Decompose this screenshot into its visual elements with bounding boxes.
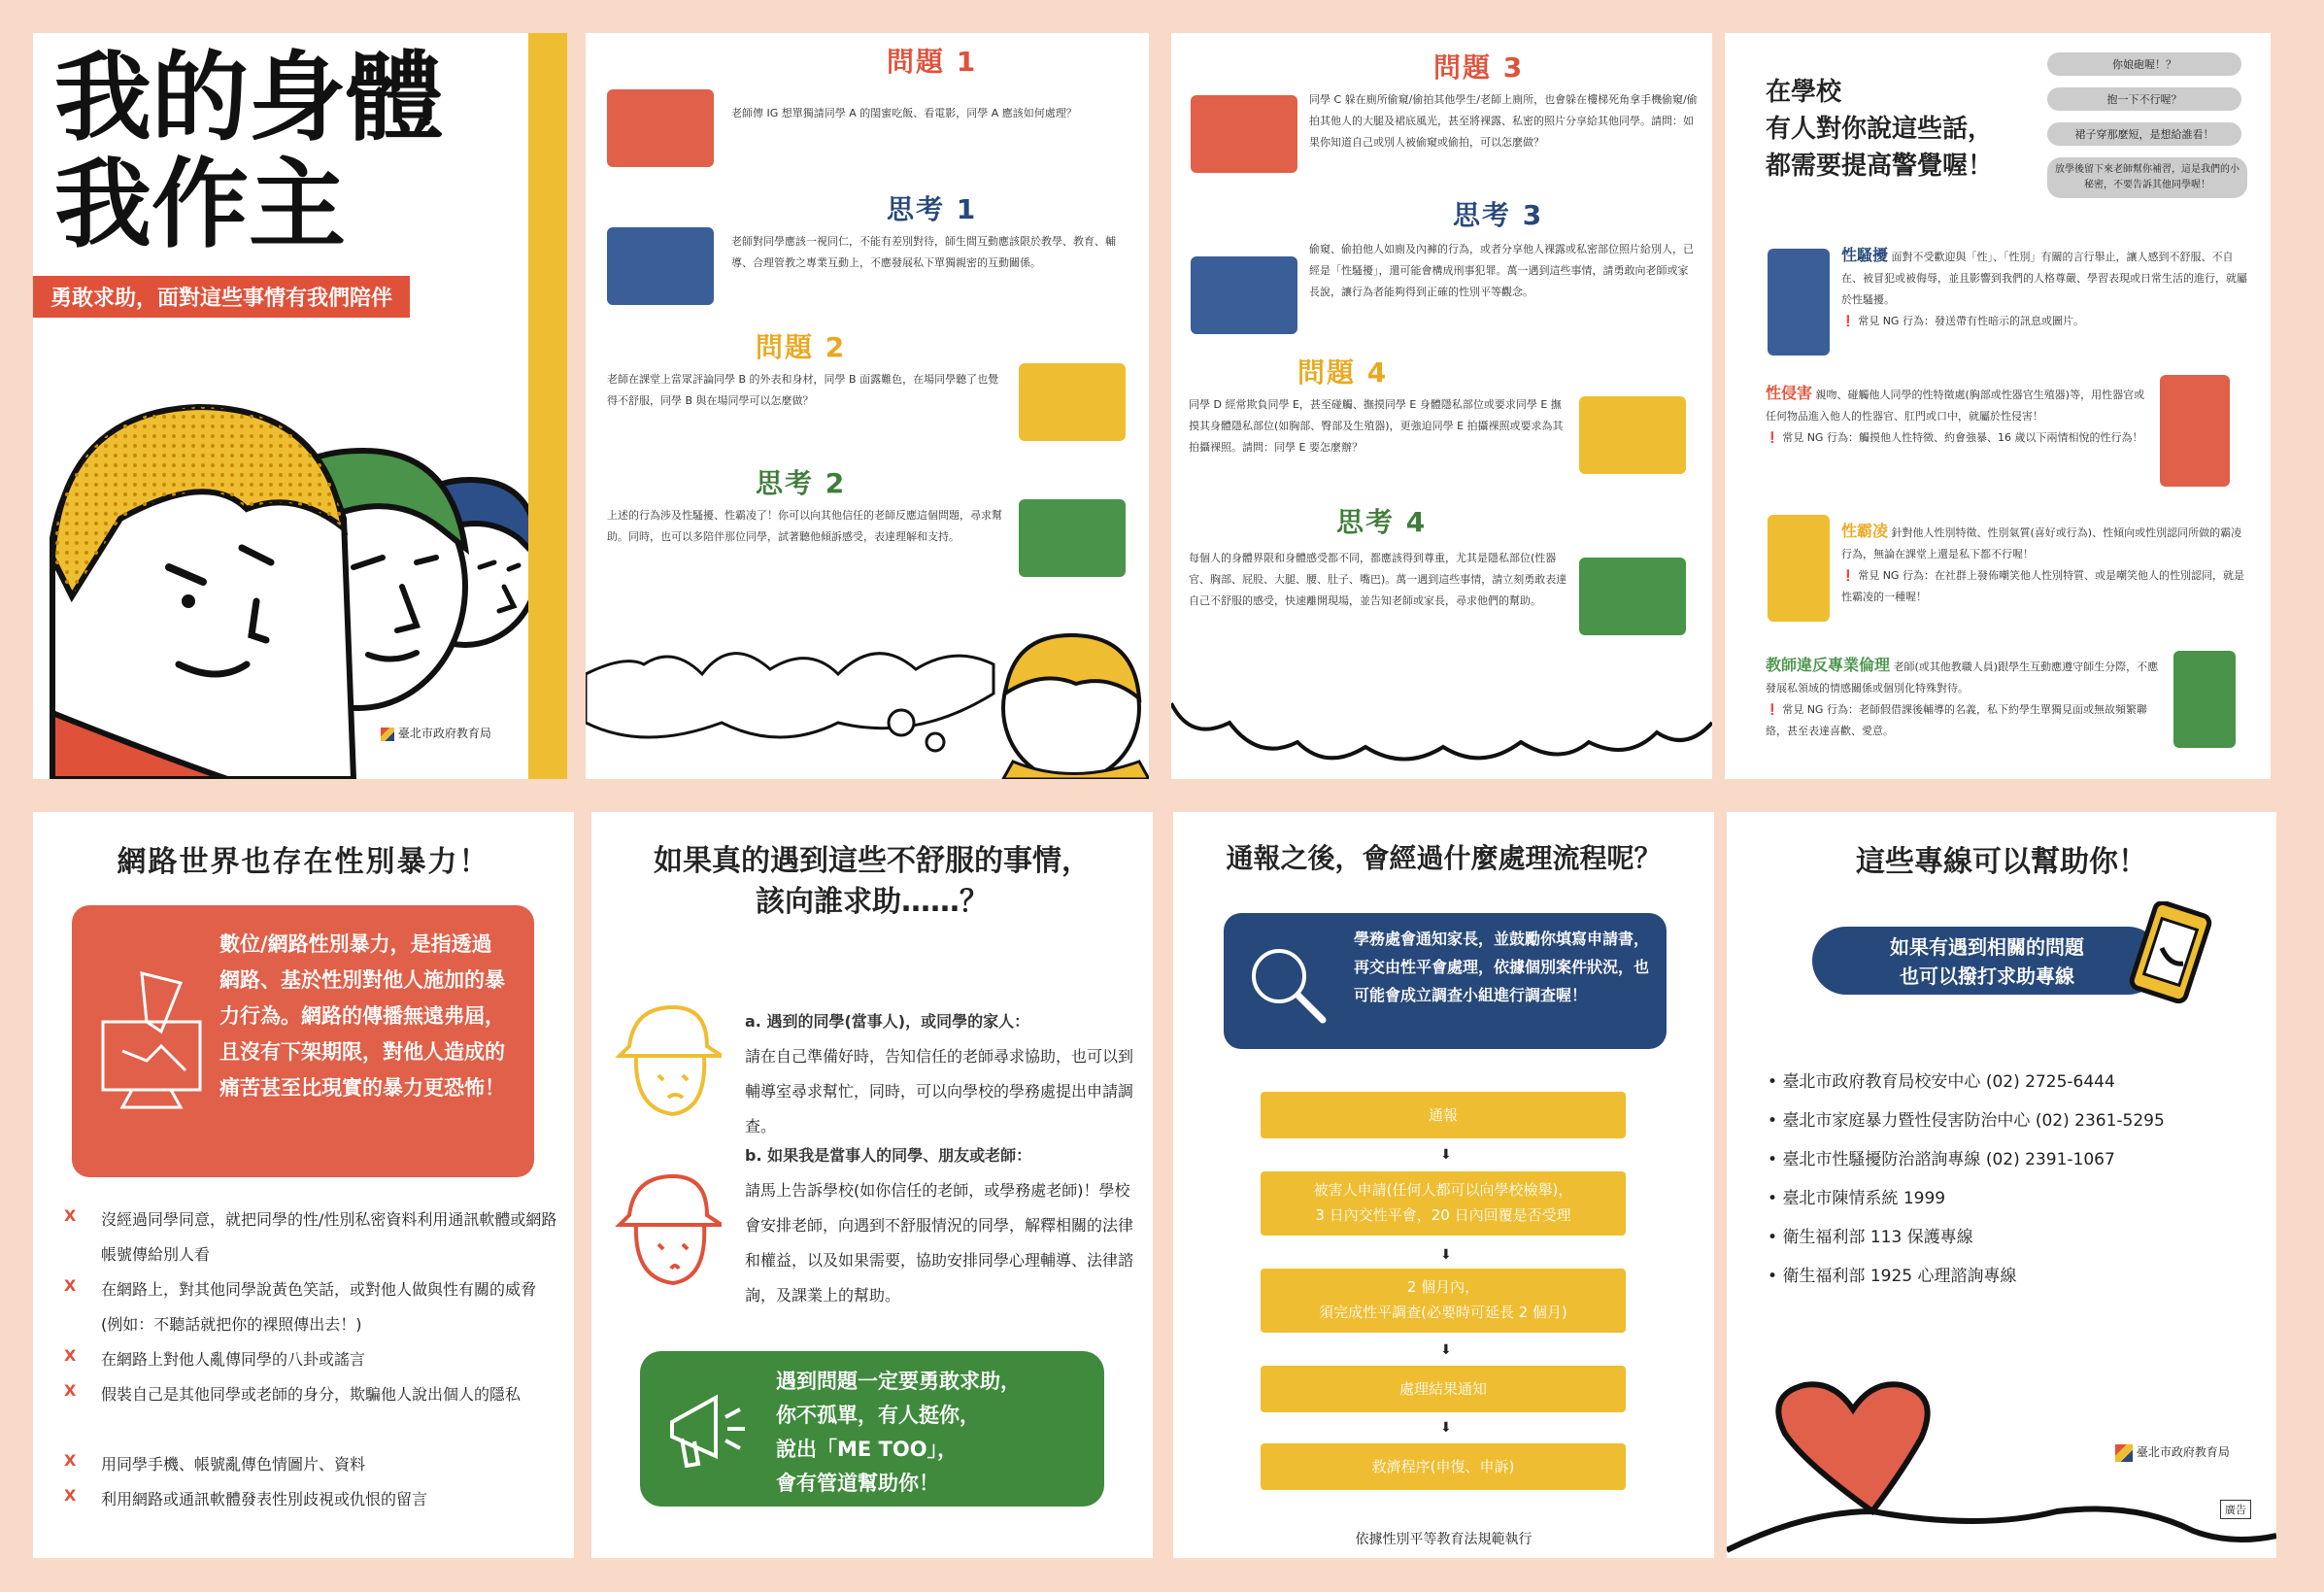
cover-title-line1: 我的身體 (54, 41, 443, 154)
online-heading: 網路世界也存在性別暴力！ (117, 845, 490, 879)
callout-text (776, 1365, 1021, 1501)
ask-heading-line2: 該向誰求助……？ (756, 885, 989, 919)
type-item-harassment (1841, 245, 2249, 332)
poster-q3-q4 (1171, 33, 1712, 779)
flow-step: 處理結果通知 (1261, 1366, 1626, 1412)
warning-heading-line2: 有人對你說這些話， (1766, 115, 1994, 144)
poster-hotlines (1727, 812, 2276, 1558)
cover-title-line2: 我作主 (54, 148, 346, 261)
hotline-pill-line2: 也可以撥打求助專線 (1900, 965, 2074, 988)
type-ng: 常見 NG 行為：在社群上發佈嘲笑他人性別特質、或是嘲笑他人的性別認同，就是性霸凌的一種喔！ (1841, 569, 2244, 603)
callout-line1: 遇到問題一定要勇敢求助， (776, 1370, 1021, 1393)
t4-text: 每個人的身體界限和身體感受都不同，都應該得到尊重，尤其是隱私部位(性器官、胸部、屁股、大腿、腰、肚子、嘴巴)。萬一遇到這些事情，請立刻勇敢表達自己不舒服的感受，快速離開現場，並告知老師或家長，尋求他們的幫助。 (1189, 552, 1567, 607)
x-mark-icon: X (64, 1276, 77, 1295)
hotline-heading: 這些專線可以幫助你！ (1856, 845, 2147, 879)
hotline-text: 衛生福利部 113 保護專線 (1782, 1228, 1973, 1247)
online-info-text: 數位/網路性別暴力，是指透過網路、基於性別對他人施加的暴力行為。網路的傳播無遠弗屆，且沒有下架期限，對他人造成的痛苦甚至比現實的暴力更恐怖！ (219, 932, 505, 1100)
flow-heading: 通報之後，會經過什麼處理流程呢？ (1226, 842, 1662, 874)
hat-person-icon (1191, 95, 1297, 173)
type-desc: 老師(或其他教職人員)跟學生互動應遵守師生分際，不應發展私領域的情感關係或個別化特殊對待。 (1766, 661, 2159, 694)
hotline-pill (1812, 927, 2162, 995)
hotline-item: • 衛生福利部 113 保護專線 (1768, 1228, 1973, 1247)
hurt-person-icon (2160, 375, 2230, 487)
speech-bubble: 你娘砲喔！？ (2047, 52, 2241, 76)
down-arrow-icon: ⬇ (1440, 1247, 1452, 1263)
flow-step-line2: 3 日內交性平會，20 日內回覆是否受理 (1315, 1206, 1571, 1224)
phone-icon (2125, 901, 2214, 1008)
yellow-stripe (528, 33, 567, 779)
x-mark-icon: X (64, 1381, 77, 1400)
t1-text: 老師對同學應該一視同仁，不能有差別對待，師生間互動應該限於教學、教育、輔導、合理管教之專業互動上，不應發展私下單獨親密的互動關係。 (731, 235, 1116, 269)
alert-icon: ❗ (1841, 315, 1855, 327)
hat-person-icon (607, 89, 714, 167)
hotline-text: 臺北市陳情系統 1999 (1782, 1189, 1946, 1208)
hotline-item: • 臺北市陳情系統 1999 (1768, 1189, 1946, 1208)
ask-a-title: a. 遇到的同學(當事人)，或同學的家人： (745, 1012, 1030, 1031)
t4-title: 思考 4 (1336, 506, 1428, 538)
flow-footer: 依據性別平等教育法規範執行 (1355, 1532, 1532, 1547)
thought-cloud (586, 616, 1149, 779)
alert-icon: ❗ (1766, 703, 1779, 716)
poster-warning-types (1725, 33, 2271, 779)
flow-step-line2: 須完成性平調查(必要時可延長 2 個月) (1319, 1304, 1567, 1321)
type-ng: 常見 NG 行為：觸摸他人性特徵、約會強暴、16 歲以下兩情相悅的性行為！ (1782, 431, 2143, 444)
q2-title: 問題 2 (756, 331, 847, 363)
hotline-text: 臺北市家庭暴力暨性侵害防治中心 (02) 2361-5295 (1782, 1111, 2165, 1131)
hotline-text: 臺北市政府教育局校安中心 (02) 2725-6444 (1782, 1072, 2115, 1092)
warning-heading-line3: 都需要提高警覺喔！ (1766, 152, 1994, 181)
callout-line3: 說出「ME TOO」， (776, 1438, 959, 1461)
type-desc: 親吻、碰觸他人同學的性特徵處(胸部或性器官生殖器)等，用性器官或任何物品進入他人的性器官、肛門或口中，就屬於性侵害！ (1766, 389, 2145, 423)
hotline-text: 衛生福利部 1925 心理諮詢專線 (1782, 1267, 2017, 1286)
q1-title: 問題 1 (887, 46, 978, 78)
down-arrow-icon: ⬇ (1440, 1420, 1452, 1436)
bureau-logo-icon (381, 728, 394, 741)
q4-title: 問題 4 (1297, 356, 1389, 389)
down-arrow-icon: ⬇ (1440, 1342, 1452, 1358)
flow-step: 救濟程序(申復、申訴) (1261, 1443, 1626, 1490)
poster-q1-q2 (586, 33, 1149, 779)
type-term: 性騷擾 (1841, 246, 1889, 264)
poster-cover (33, 33, 567, 779)
t2-text: 上述的行為涉及性騷擾、性霸凌了！你可以向其他信任的老師反應這個問題，尋求幫助。同時，也可以多陪伴那位同學，試著聽他傾訴感受，表達理解和支持。 (607, 509, 1002, 543)
thinking-girl-icon (1019, 499, 1126, 577)
hotline-logo-text: 臺北市政府教育局 (2136, 1445, 2230, 1459)
cover-logo-text: 臺北市政府教育局 (397, 727, 491, 740)
list-item: 利用網路或通訊軟體發表性別歧視或仇恨的留言 (101, 1490, 428, 1508)
speech-bubble: 放學後留下來老師幫你補習，這是我們的小秘密，不要告訴其他同學喔！ (2047, 157, 2247, 198)
thinking-person-icon (1191, 256, 1297, 334)
poster-online-violence (33, 812, 574, 1558)
t3-title: 思考 3 (1453, 199, 1544, 231)
callout-line2: 你不孤單，有人挺你， (776, 1404, 980, 1427)
q4-text: 同學 D 經常欺負同學 E，甚至碰觸、撫摸同學 E 身體隱私部位或要求同學 E 撫摸其身體隱私部位(如胸部、臀部及生殖器)，更強迫同學 E 拍攝裸照或要求為其拍攝裸照。請問：同學 E 要怎麼辦？ (1189, 398, 1564, 454)
flow-step: 通報 (1261, 1092, 1626, 1138)
ask-b-block (745, 1138, 1133, 1313)
type-term: 教師違反專業倫理 (1766, 656, 1891, 674)
q2-text: 老師在課堂上當眾評論同學 B 的外表和身材，同學 B 面露難色，在場同學聽了也覺得不舒服，同學 B 與在場同學可以怎麼做？ (607, 373, 999, 407)
type-desc: 面對不受歡迎與「性」、「性別」有關的言行舉止，讓人感到不舒服、不自在、被冒犯或被侮辱，並且影響到我們的人格尊嚴、學習表現或日常生活的進行，就屬於性騷擾。 (1841, 251, 2247, 306)
hotline-item: • 臺北市家庭暴力暨性侵害防治中心 (02) 2361-5295 (1768, 1111, 2165, 1131)
type-item-ethics (1766, 655, 2164, 742)
hotline-item: • 臺北市性騷擾防治諮詢專線 (02) 2391-1067 (1768, 1150, 2115, 1169)
type-ng: 常見 NG 行為：發送帶有性暗示的訊息或圖片。 (1858, 315, 2084, 327)
ask-b-text: 請馬上告訴學校(如你信任的老師，或學務處老師)！學校會安排老師，向遇到不舒服情況的同學，解釋相關的法律和權益，以及如果需要，協助安排同學心理輔導、法律諮詢，及課業上的幫助。 (745, 1181, 1134, 1304)
flow-step (1261, 1269, 1626, 1333)
flow-info-text: 學務處會通知家長，並鼓勵你填寫申請書，再交由性平會處理，依據個別案件狀況，也可能會成立調查小組進行調查喔！ (1354, 930, 1650, 1004)
hotline-list (1768, 1063, 2253, 1296)
ask-a-text: 請在自己準備好時，告知信任的老師尋求協助，也可以到輔導室尋求幫忙，同時，可以向學校的學務處提出申請調查。 (745, 1047, 1134, 1135)
flow-step (1261, 1171, 1626, 1236)
t3-text: 偷窺、偷拍他人如廁及內褲的行為，或者分享他人裸露或私密部位照片給別人，已經是「性騷擾」，還可能會構成刑事犯罪。萬一遇到這些事情，請勇敢向老師或家長說，讓行為者能夠得到正確的性別平等觀念。 (1309, 243, 1694, 298)
type-ng: 常見 NG 行為：老師假借課後輔導的名義，私下約學生單獨見面或無故頻繁聯絡，甚至表達喜歡、愛意。 (1766, 703, 2147, 737)
hotline-text: 臺北市性騷擾防治諮詢專線 (02) 2391-1067 (1782, 1150, 2115, 1169)
worried-hat-person-icon (615, 1002, 722, 1119)
sad-person-icon (1768, 515, 1830, 622)
ask-heading (591, 841, 1153, 923)
ask-b-title: b. 如果我是當事人的同學、朋友或老師： (745, 1146, 1032, 1165)
online-info-box (72, 905, 534, 1177)
hotline-item: • 臺北市政府教育局校安中心 (02) 2725-6444 (1768, 1072, 2115, 1092)
megaphone-icon (657, 1378, 755, 1475)
x-mark-icon: X (64, 1346, 77, 1365)
t1-title: 思考 1 (887, 193, 978, 225)
down-arrow-icon: ⬇ (1440, 1147, 1452, 1163)
upset-girl-icon (1768, 249, 1830, 356)
type-term: 性侵害 (1766, 384, 1813, 402)
thinking-girl-icon (1579, 558, 1686, 635)
q3-title: 問題 3 (1433, 51, 1525, 84)
confused-person-icon (1579, 396, 1686, 474)
type-item-assault (1766, 383, 2154, 449)
x-mark-icon: X (64, 1451, 77, 1470)
cover-subtitle: 勇敢求助，面對這些事情有我們陪伴 (33, 276, 410, 318)
alert-icon: ❗ (1766, 431, 1779, 444)
flow-step-line1: 2 個月內， (1406, 1278, 1480, 1296)
type-item-bullying (1841, 521, 2249, 608)
heart-ribbon-icon (1727, 1366, 2276, 1558)
bureau-logo-icon (2115, 1444, 2133, 1462)
type-desc: 針對他人性別特徵、性別氣質(喜好或行為)、性傾向或性別認同所做的霸凌行為，無論在課堂上還是私下都不行喔！ (1841, 526, 2242, 560)
hotline-item: • 衛生福利部 1925 心理諮詢專線 (1768, 1267, 2017, 1286)
hotline-pill-line1: 如果有遇到相關的問題 (1890, 935, 2084, 959)
callout-line4: 會有管道幫助你！ (776, 1472, 939, 1495)
speech-bubble: 抱一下不行喔？ (2047, 87, 2241, 111)
list-item: 用同學手機、帳號亂傳色情圖片、資料 (101, 1455, 366, 1473)
list-item: 假裝自己是其他同學或老師的身分，欺騙他人說出個人的隱私 (101, 1385, 522, 1404)
type-term: 性霸凌 (1841, 522, 1889, 540)
warning-heading (1766, 74, 1993, 185)
poster-process-flow (1173, 812, 1714, 1558)
list-item: 在網路上對他人亂傳同學的八卦或謠言 (101, 1350, 366, 1369)
t2-title: 思考 2 (756, 467, 847, 499)
speech-bubble: 裙子穿那麼短，是想給誰看！ (2047, 122, 2241, 146)
thinking-person-icon (607, 227, 714, 305)
magnifier-icon (1245, 942, 1329, 1026)
ad-label: 廣告 (2220, 1500, 2251, 1519)
ask-heading-line1: 如果真的遇到這些不舒服的事情， (654, 844, 1091, 878)
confused-person-icon (1019, 363, 1126, 441)
q3-text: 同學 C 躲在廁所偷窺/偷拍其他學生/老師上廁所，也會躲在樓梯死角拿手機偷窺/偷拍其他人的大腿及裙底風光，甚至將裸露、私密的照片分享給其他同學。請問：如果你知道自己或別人被偷窺或偷拍，可以怎麼做？ (1309, 93, 1698, 149)
callout-box (640, 1351, 1104, 1507)
cover-logo (381, 725, 491, 741)
thought-cloud (1171, 664, 1712, 779)
warning-heading-line1: 在學校 (1766, 78, 1842, 107)
x-mark-icon: X (64, 1486, 77, 1505)
list-item: 沒經過同學同意，就把同學的性/性別私密資料利用通訊軟體或網路帳號傳給別人看 (101, 1210, 557, 1264)
list-item: 在網路上，對其他同學說黃色笑話，或對他人做與性有關的威脅(例如：不聽話就把你的裸照傳出去！) (101, 1280, 537, 1334)
flow-info-box (1224, 913, 1667, 1049)
q1-text: 老師傳 IG 想單獨請同學 A 的閨蜜吃飯、看電影，同學 A 應該如何處理？ (731, 107, 1077, 119)
flow-step-line1: 被害人申請(任何人都可以向學校檢舉)， (1313, 1181, 1573, 1199)
broken-computer-icon (93, 964, 210, 1109)
crying-hat-person-icon (615, 1171, 722, 1288)
cover-faces-illustration (33, 344, 528, 779)
teacher-icon (2173, 651, 2236, 748)
x-mark-icon: X (64, 1206, 77, 1225)
poster-who-to-ask (591, 812, 1153, 1558)
hotline-logo (2115, 1443, 2230, 1462)
ask-a-block (745, 1004, 1133, 1144)
alert-icon: ❗ (1841, 569, 1855, 582)
